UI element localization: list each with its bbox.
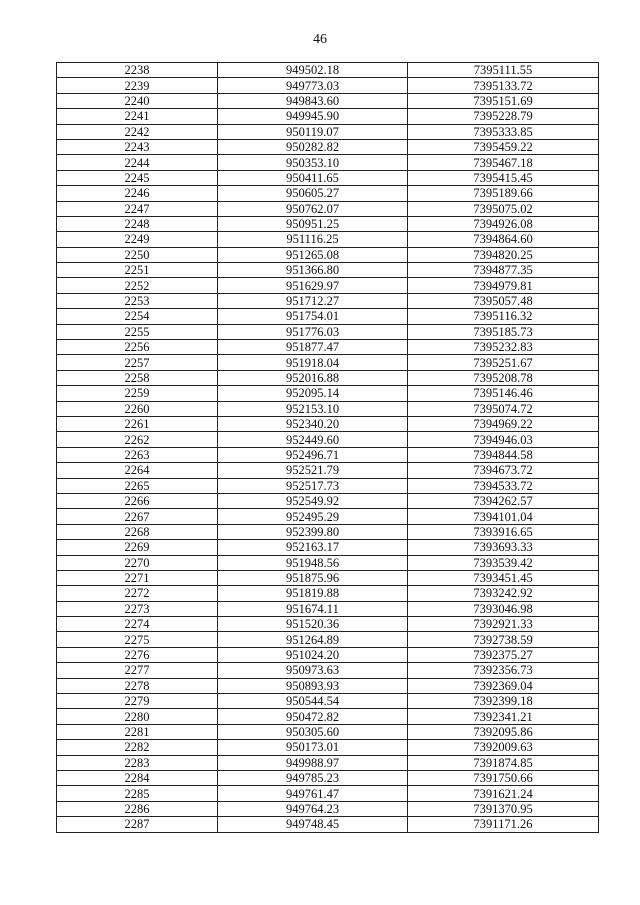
- y-coordinate-cell: 7393451.45: [408, 570, 599, 585]
- x-coordinate-cell: 952495.29: [218, 509, 408, 524]
- y-coordinate-cell: 7394820.25: [408, 247, 599, 262]
- point-number-cell: 2251: [57, 263, 218, 278]
- table-row: [57, 647, 599, 662]
- x-coordinate-cell: 951264.89: [218, 632, 408, 647]
- x-coordinate-cell: 949502.18: [218, 63, 408, 78]
- point-number-cell: 2257: [57, 355, 218, 370]
- y-coordinate-cell: 7391750.66: [408, 770, 599, 785]
- x-coordinate-cell: 952517.73: [218, 478, 408, 493]
- point-number-cell: 2275: [57, 632, 218, 647]
- x-coordinate-cell: 952399.80: [218, 524, 408, 539]
- point-number-cell: 2274: [57, 617, 218, 632]
- point-number-cell: 2282: [57, 740, 218, 755]
- point-number-cell: 2243: [57, 139, 218, 154]
- x-coordinate-cell: 949843.60: [218, 93, 408, 108]
- table-row: [57, 355, 599, 370]
- point-number-cell: 2283: [57, 755, 218, 770]
- table-row: [57, 755, 599, 770]
- point-number-cell: 2252: [57, 278, 218, 293]
- y-coordinate-cell: 7395074.72: [408, 401, 599, 416]
- point-number-cell: 2238: [57, 63, 218, 78]
- y-coordinate-cell: 7392738.59: [408, 632, 599, 647]
- point-number-cell: 2269: [57, 540, 218, 555]
- table-row: [57, 617, 599, 632]
- x-coordinate-cell: 951265.08: [218, 247, 408, 262]
- table-row: [57, 463, 599, 478]
- point-number-cell: 2285: [57, 786, 218, 801]
- table-row: [57, 478, 599, 493]
- y-coordinate-cell: 7392009.63: [408, 740, 599, 755]
- point-number-cell: 2261: [57, 416, 218, 431]
- table-row: [57, 370, 599, 385]
- point-number-cell: 2245: [57, 170, 218, 185]
- table-row: [57, 186, 599, 201]
- y-coordinate-cell: 7394979.81: [408, 278, 599, 293]
- y-coordinate-cell: 7393046.98: [408, 601, 599, 616]
- x-coordinate-cell: 951674.11: [218, 601, 408, 616]
- y-coordinate-cell: 7395459.22: [408, 139, 599, 154]
- point-number-cell: 2280: [57, 709, 218, 724]
- point-number-cell: 2287: [57, 817, 218, 832]
- x-coordinate-cell: 949748.45: [218, 817, 408, 832]
- y-coordinate-cell: 7395075.02: [408, 201, 599, 216]
- x-coordinate-cell: 950951.25: [218, 216, 408, 231]
- table-row: [57, 386, 599, 401]
- x-coordinate-cell: 950472.82: [218, 709, 408, 724]
- table-row: [57, 155, 599, 170]
- point-number-cell: 2258: [57, 370, 218, 385]
- x-coordinate-cell: 951875.96: [218, 570, 408, 585]
- x-coordinate-cell: 949773.03: [218, 78, 408, 93]
- table-row: [57, 324, 599, 339]
- y-coordinate-cell: 7391621.24: [408, 786, 599, 801]
- y-coordinate-cell: 7393916.65: [408, 524, 599, 539]
- point-number-cell: 2262: [57, 432, 218, 447]
- point-number-cell: 2254: [57, 309, 218, 324]
- table-row: [57, 78, 599, 93]
- y-coordinate-cell: 7393539.42: [408, 555, 599, 570]
- table-row: [57, 524, 599, 539]
- y-coordinate-cell: 7395146.46: [408, 386, 599, 401]
- x-coordinate-cell: 949785.23: [218, 770, 408, 785]
- x-coordinate-cell: 952095.14: [218, 386, 408, 401]
- point-number-cell: 2266: [57, 493, 218, 508]
- x-coordinate-cell: 952340.20: [218, 416, 408, 431]
- table-row: [57, 601, 599, 616]
- point-number-cell: 2271: [57, 570, 218, 585]
- coordinates-table-body: [57, 63, 599, 833]
- table-row: [57, 770, 599, 785]
- y-coordinate-cell: 7394844.58: [408, 447, 599, 462]
- x-coordinate-cell: 952163.17: [218, 540, 408, 555]
- x-coordinate-cell: 951776.03: [218, 324, 408, 339]
- point-number-cell: 2264: [57, 463, 218, 478]
- x-coordinate-cell: 952549.92: [218, 493, 408, 508]
- point-number-cell: 2268: [57, 524, 218, 539]
- x-coordinate-cell: 950762.07: [218, 201, 408, 216]
- table-row: [57, 709, 599, 724]
- point-number-cell: 2273: [57, 601, 218, 616]
- table-row: [57, 247, 599, 262]
- y-coordinate-cell: 7395208.78: [408, 370, 599, 385]
- y-coordinate-cell: 7394262.57: [408, 493, 599, 508]
- y-coordinate-cell: 7395228.79: [408, 109, 599, 124]
- y-coordinate-cell: 7394533.72: [408, 478, 599, 493]
- point-number-cell: 2284: [57, 770, 218, 785]
- x-coordinate-cell: 952496.71: [218, 447, 408, 462]
- x-coordinate-cell: 951116.25: [218, 232, 408, 247]
- table-row: [57, 678, 599, 693]
- point-number-cell: 2286: [57, 801, 218, 816]
- x-coordinate-cell: 951754.01: [218, 309, 408, 324]
- table-row: [57, 586, 599, 601]
- point-number-cell: 2265: [57, 478, 218, 493]
- point-number-cell: 2253: [57, 293, 218, 308]
- y-coordinate-cell: 7392341.21: [408, 709, 599, 724]
- x-coordinate-cell: 951520.36: [218, 617, 408, 632]
- x-coordinate-cell: 951948.56: [218, 555, 408, 570]
- table-row: [57, 63, 599, 78]
- table-row: [57, 232, 599, 247]
- point-number-cell: 2270: [57, 555, 218, 570]
- table-row: [57, 124, 599, 139]
- table-row: [57, 447, 599, 462]
- x-coordinate-cell: 950411.65: [218, 170, 408, 185]
- y-coordinate-cell: 7392095.86: [408, 724, 599, 739]
- point-number-cell: 2259: [57, 386, 218, 401]
- point-number-cell: 2277: [57, 663, 218, 678]
- x-coordinate-cell: 951629.97: [218, 278, 408, 293]
- table-row: [57, 170, 599, 185]
- table-row: [57, 309, 599, 324]
- y-coordinate-cell: 7391171.26: [408, 817, 599, 832]
- table-row: [57, 263, 599, 278]
- y-coordinate-cell: 7395232.83: [408, 340, 599, 355]
- x-coordinate-cell: 949945.90: [218, 109, 408, 124]
- table-row: [57, 540, 599, 555]
- point-number-cell: 2260: [57, 401, 218, 416]
- table-row: [57, 509, 599, 524]
- x-coordinate-cell: 950282.82: [218, 139, 408, 154]
- table-row: [57, 216, 599, 231]
- point-number-cell: 2239: [57, 78, 218, 93]
- table-row: [57, 632, 599, 647]
- y-coordinate-cell: 7392375.27: [408, 647, 599, 662]
- point-number-cell: 2267: [57, 509, 218, 524]
- page-number: 46: [313, 32, 327, 47]
- y-coordinate-cell: 7392921.33: [408, 617, 599, 632]
- table-row: [57, 740, 599, 755]
- table-row: [57, 663, 599, 678]
- x-coordinate-cell: 952521.79: [218, 463, 408, 478]
- y-coordinate-cell: 7395467.18: [408, 155, 599, 170]
- table-row: [57, 340, 599, 355]
- y-coordinate-cell: 7395189.66: [408, 186, 599, 201]
- point-number-cell: 2246: [57, 186, 218, 201]
- table-row: [57, 694, 599, 709]
- y-coordinate-cell: 7395111.55: [408, 63, 599, 78]
- table-row: [57, 493, 599, 508]
- y-coordinate-cell: 7394946.03: [408, 432, 599, 447]
- y-coordinate-cell: 7395133.72: [408, 78, 599, 93]
- y-coordinate-cell: 7395116.32: [408, 309, 599, 324]
- point-number-cell: 2240: [57, 93, 218, 108]
- x-coordinate-cell: 949764.23: [218, 801, 408, 816]
- x-coordinate-cell: 951819.88: [218, 586, 408, 601]
- point-number-cell: 2244: [57, 155, 218, 170]
- x-coordinate-cell: 951712.27: [218, 293, 408, 308]
- y-coordinate-cell: 7395057.48: [408, 293, 599, 308]
- x-coordinate-cell: 950173.01: [218, 740, 408, 755]
- y-coordinate-cell: 7394969.22: [408, 416, 599, 431]
- y-coordinate-cell: 7395333.85: [408, 124, 599, 139]
- x-coordinate-cell: 951877.47: [218, 340, 408, 355]
- y-coordinate-cell: 7395251.67: [408, 355, 599, 370]
- y-coordinate-cell: 7394877.35: [408, 263, 599, 278]
- x-coordinate-cell: 951024.20: [218, 647, 408, 662]
- y-coordinate-cell: 7394864.60: [408, 232, 599, 247]
- y-coordinate-cell: 7392369.04: [408, 678, 599, 693]
- table-row: [57, 416, 599, 431]
- y-coordinate-cell: 7393242.92: [408, 586, 599, 601]
- table-row: [57, 570, 599, 585]
- point-number-cell: 2249: [57, 232, 218, 247]
- point-number-cell: 2281: [57, 724, 218, 739]
- table-row: [57, 293, 599, 308]
- point-number-cell: 2247: [57, 201, 218, 216]
- point-number-cell: 2241: [57, 109, 218, 124]
- y-coordinate-cell: 7392399.18: [408, 694, 599, 709]
- table-row: [57, 432, 599, 447]
- y-coordinate-cell: 7395185.73: [408, 324, 599, 339]
- x-coordinate-cell: 950973.63: [218, 663, 408, 678]
- x-coordinate-cell: 950119.07: [218, 124, 408, 139]
- y-coordinate-cell: 7395415.45: [408, 170, 599, 185]
- x-coordinate-cell: 952449.60: [218, 432, 408, 447]
- table-row: [57, 278, 599, 293]
- point-number-cell: 2248: [57, 216, 218, 231]
- x-coordinate-cell: 949988.97: [218, 755, 408, 770]
- table-row: [57, 724, 599, 739]
- y-coordinate-cell: 7395151.69: [408, 93, 599, 108]
- coordinates-table: [56, 62, 599, 833]
- table-row: [57, 401, 599, 416]
- y-coordinate-cell: 7394926.08: [408, 216, 599, 231]
- point-number-cell: 2242: [57, 124, 218, 139]
- table-row: [57, 93, 599, 108]
- y-coordinate-cell: 7393693.33: [408, 540, 599, 555]
- point-number-cell: 2279: [57, 694, 218, 709]
- table-row: [57, 801, 599, 816]
- table-row: [57, 786, 599, 801]
- x-coordinate-cell: 951366.80: [218, 263, 408, 278]
- x-coordinate-cell: 950305.60: [218, 724, 408, 739]
- x-coordinate-cell: 949761.47: [218, 786, 408, 801]
- table-row: [57, 139, 599, 154]
- y-coordinate-cell: 7394101.04: [408, 509, 599, 524]
- point-number-cell: 2263: [57, 447, 218, 462]
- x-coordinate-cell: 950353.10: [218, 155, 408, 170]
- x-coordinate-cell: 950605.27: [218, 186, 408, 201]
- table-row: [57, 555, 599, 570]
- y-coordinate-cell: 7392356.73: [408, 663, 599, 678]
- x-coordinate-cell: 952016.88: [218, 370, 408, 385]
- point-number-cell: 2278: [57, 678, 218, 693]
- x-coordinate-cell: 951918.04: [218, 355, 408, 370]
- table-row: [57, 817, 599, 832]
- y-coordinate-cell: 7394673.72: [408, 463, 599, 478]
- x-coordinate-cell: 952153.10: [218, 401, 408, 416]
- point-number-cell: 2255: [57, 324, 218, 339]
- y-coordinate-cell: 7391370.95: [408, 801, 599, 816]
- point-number-cell: 2250: [57, 247, 218, 262]
- table-row: [57, 201, 599, 216]
- point-number-cell: 2272: [57, 586, 218, 601]
- y-coordinate-cell: 7391874.85: [408, 755, 599, 770]
- point-number-cell: 2256: [57, 340, 218, 355]
- x-coordinate-cell: 950544.54: [218, 694, 408, 709]
- x-coordinate-cell: 950893.93: [218, 678, 408, 693]
- table-row: [57, 109, 599, 124]
- point-number-cell: 2276: [57, 647, 218, 662]
